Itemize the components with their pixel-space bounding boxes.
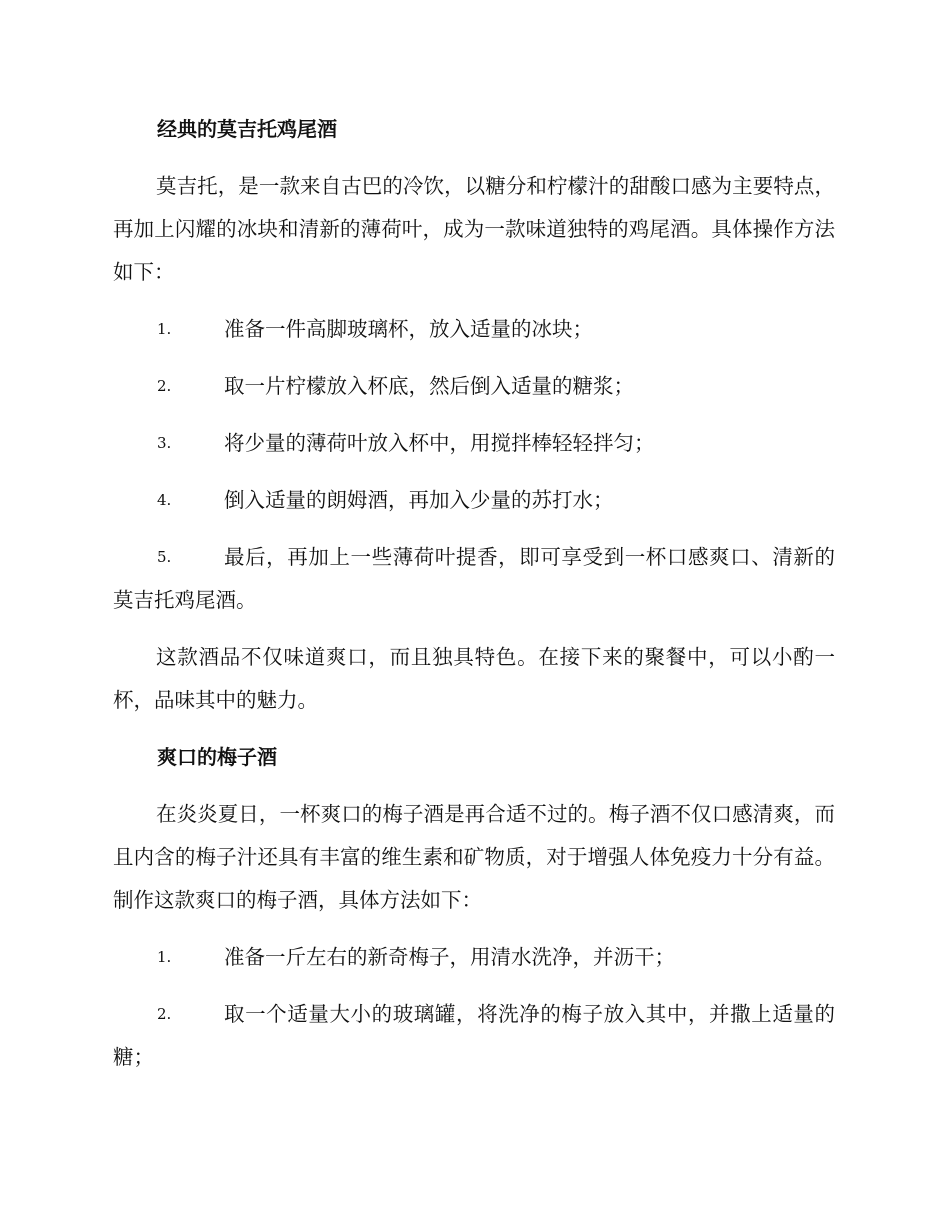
list-item-text: 取一片柠檬放入杯底，然后倒入适量的糖浆； — [224, 374, 634, 398]
list-item-number: 3. — [157, 434, 172, 452]
section-heading-mojito: 经典的莫吉托鸡尾酒 — [157, 117, 337, 141]
list-item-number: 2. — [157, 1005, 172, 1023]
plum-wine-intro-paragraph: 在炎炎夏日，一杯爽口的梅子酒是再合适不过的。梅子酒不仅口感清爽，而且内含的梅子汁还具有丰富的维生素和矿物质，对于增强人体免疫力十分有益。制作这款爽口的梅子酒，具体方法如下： — [113, 802, 835, 912]
list-item-number: 2. — [157, 377, 172, 395]
list-item-number: 5. — [157, 548, 172, 566]
list-item-text: 倒入适量的朗姆酒，再加入少量的苏打水； — [224, 488, 614, 512]
list-item — [113, 536, 835, 622]
list-item-text: 准备一斤左右的新奇梅子，用清水洗净，并沥干； — [224, 945, 675, 969]
list-item-number: 1. — [157, 948, 172, 966]
list-item — [113, 993, 835, 1079]
list-item — [113, 308, 835, 351]
list-item-number: 4. — [157, 491, 172, 509]
section-heading-plum-wine: 爽口的梅子酒 — [157, 745, 277, 769]
list-item — [113, 936, 835, 979]
list-item-number: 1. — [157, 320, 172, 338]
list-item-text: 最后，再加上一些薄荷叶提香，即可享受到一杯口感爽口、清新的莫吉托鸡尾酒。 — [113, 545, 835, 612]
mojito-intro-paragraph: 莫吉托，是一款来自古巴的冷饮，以糖分和柠檬汁的甜酸口感为主要特点，再加上闪耀的冰块和清新的薄荷叶，成为一款味道独特的鸡尾酒。具体操作方法如下： — [113, 174, 835, 284]
mojito-outro-paragraph: 这款酒品不仅味道爽口，而且独具特色。在接下来的聚餐中，可以小酌一杯，品味其中的魅力。 — [113, 645, 835, 712]
list-item-text: 准备一件高脚玻璃杯，放入适量的冰块； — [224, 317, 593, 341]
document-body — [113, 108, 835, 1093]
list-item — [113, 422, 835, 465]
list-item — [113, 479, 835, 522]
list-item-text: 将少量的薄荷叶放入杯中，用搅拌棒轻轻拌匀； — [224, 431, 655, 455]
list-item — [113, 365, 835, 408]
list-item-text: 取一个适量大小的玻璃罐，将洗净的梅子放入其中，并撒上适量的糖； — [113, 1002, 835, 1069]
